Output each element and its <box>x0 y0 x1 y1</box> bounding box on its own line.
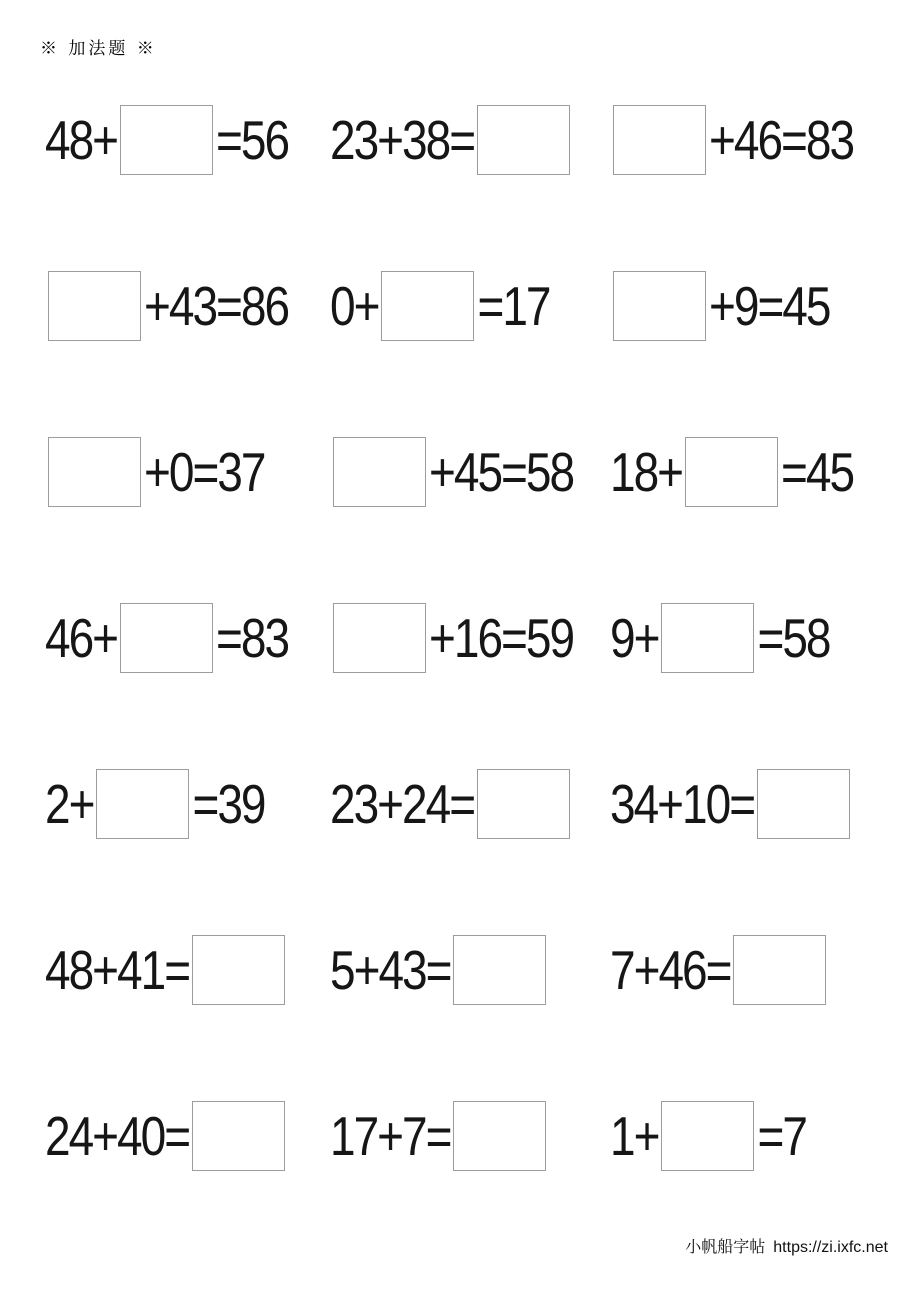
answer-box[interactable] <box>685 437 778 507</box>
answer-box[interactable] <box>453 935 546 1005</box>
problem <box>45 105 330 175</box>
problems-grid <box>45 57 916 1219</box>
expression-text: +46=83 <box>709 109 854 171</box>
expression-text: 24+40= <box>45 1105 190 1167</box>
problem <box>45 271 330 341</box>
expression-text: 34+10= <box>610 773 755 835</box>
answer-box[interactable] <box>120 603 213 673</box>
footer <box>667 1216 888 1275</box>
problem <box>610 105 916 175</box>
answer-box[interactable] <box>613 105 706 175</box>
problem <box>45 603 330 673</box>
answer-box[interactable] <box>477 105 570 175</box>
problem <box>330 105 610 175</box>
problem <box>45 769 330 839</box>
problem <box>330 769 610 839</box>
problem <box>610 935 916 1005</box>
problem <box>330 603 610 673</box>
expression-text: 23+38= <box>330 109 475 171</box>
problem <box>610 1101 916 1171</box>
expression-text: 7+46= <box>610 939 731 1001</box>
expression-text: 1+ <box>610 1105 659 1167</box>
problem <box>45 1101 330 1171</box>
problem <box>330 1101 610 1171</box>
answer-box[interactable] <box>477 769 570 839</box>
answer-box[interactable] <box>120 105 213 175</box>
expression-text: =56 <box>216 109 289 171</box>
answer-box[interactable] <box>613 271 706 341</box>
problem <box>610 437 916 507</box>
problem <box>610 769 916 839</box>
problem-row <box>45 57 916 223</box>
answer-box[interactable] <box>733 935 826 1005</box>
answer-box[interactable] <box>661 1101 754 1171</box>
footer-brand: 小帆船字帖 <box>685 1237 766 1256</box>
problem <box>45 935 330 1005</box>
expression-text: =7 <box>757 1105 806 1167</box>
expression-text: +9=45 <box>709 275 830 337</box>
answer-box[interactable] <box>661 603 754 673</box>
expression-text: 5+43= <box>330 939 451 1001</box>
expression-text: =58 <box>757 607 830 669</box>
page-title: ※ 加法题 ※ <box>40 39 157 59</box>
expression-text: 0+ <box>330 275 379 337</box>
problem-row <box>45 389 916 555</box>
expression-text: =45 <box>781 441 854 503</box>
expression-text: +43=86 <box>144 275 289 337</box>
answer-box[interactable] <box>757 769 850 839</box>
expression-text: +45=58 <box>429 441 574 503</box>
expression-text: 18+ <box>610 441 683 503</box>
problem <box>45 437 330 507</box>
answer-box[interactable] <box>48 271 141 341</box>
answer-box[interactable] <box>453 1101 546 1171</box>
expression-text: 17+7= <box>330 1105 451 1167</box>
problem-row <box>45 555 916 721</box>
expression-text: 48+41= <box>45 939 190 1001</box>
expression-text: 9+ <box>610 607 659 669</box>
answer-box[interactable] <box>48 437 141 507</box>
problem-row <box>45 721 916 887</box>
problem <box>330 271 610 341</box>
expression-text: 48+ <box>45 109 118 171</box>
expression-text: +0=37 <box>144 441 265 503</box>
problem <box>610 271 916 341</box>
answer-box[interactable] <box>333 437 426 507</box>
expression-text: 23+24= <box>330 773 475 835</box>
problem <box>330 437 610 507</box>
answer-box[interactable] <box>381 271 474 341</box>
problem-row <box>45 887 916 1053</box>
expression-text: 46+ <box>45 607 118 669</box>
expression-text: +16=59 <box>429 607 574 669</box>
expression-text: =17 <box>477 275 550 337</box>
problem <box>610 603 916 673</box>
answer-box[interactable] <box>192 935 285 1005</box>
problem-row <box>45 1053 916 1219</box>
problem-row <box>45 223 916 389</box>
expression-text: =39 <box>192 773 265 835</box>
expression-text: 2+ <box>45 773 94 835</box>
footer-url: https://zi.ixfc.net <box>773 1239 888 1256</box>
problem <box>330 935 610 1005</box>
expression-text: =83 <box>216 607 289 669</box>
answer-box[interactable] <box>96 769 189 839</box>
answer-box[interactable] <box>333 603 426 673</box>
answer-box[interactable] <box>192 1101 285 1171</box>
